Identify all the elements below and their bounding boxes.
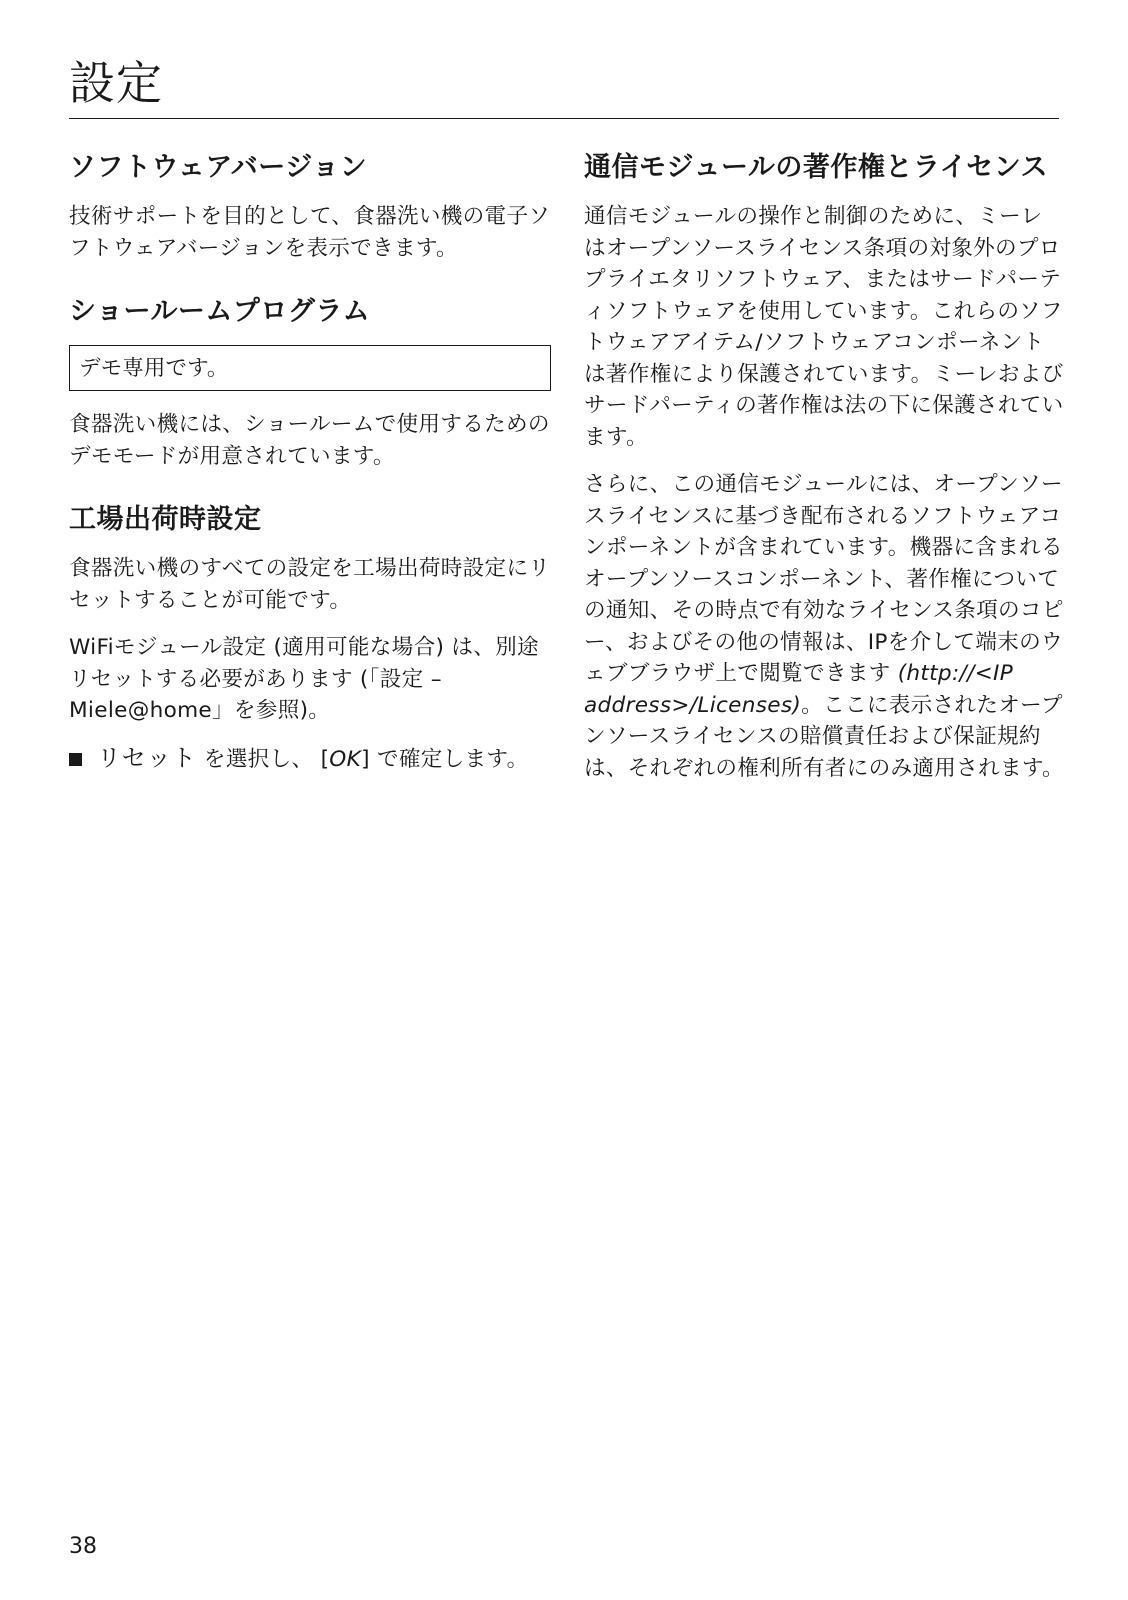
ok-key-label: OK	[329, 746, 362, 772]
page-number: 38	[69, 1534, 97, 1559]
license-body-2-part2: 。ここに表示されたオープンソースライセンスの賠償責任および保証規約は、それぞれの権利所有者にのみ適用されます。	[584, 692, 1064, 781]
wifi-reset-note: WiFiモジュール設定 (適用可能な場合) は、別途リセットする必要があります (「設定 – Miele@home」を参照)。	[69, 635, 539, 724]
factory-reset-body: 食器洗い機のすべての設定を工場出荷時設定にリセットすることが可能です。	[69, 556, 551, 613]
license-body-2	[584, 469, 1064, 784]
demo-only-note: デモ専用です。	[69, 345, 551, 391]
license-section	[584, 150, 1064, 784]
factory-reset-heading: 工場出荷時設定	[69, 504, 262, 536]
license-body-2-part1: さらに、この通信モジュールには、オープンソースライセンスに基づき配布されるソフトウェアコンポーネントが含まれています。機器に含まれるオープンソースコンポーネント、著作権についての通知、その時点で有効なライセンス条項のコピー、およびその他の情報は、IPを介して端末のウェブブラウザ上で閲覧できます	[584, 472, 1064, 687]
license-body-1: 通信モジュールの操作と制御のために、ミーレはオープンソースライセンス条項の対象外のプロプライエタリソフトウェア、またはサードパーティソフトウェアを使用しています。これらのソフトウェアアイテム/ソフトウェアコンポーネントは著作権により保護されています。ミーレおよびサードパーティの著作権は法の下に保護されています。	[584, 204, 1064, 450]
showroom-heading: ショールームプログラム	[69, 296, 371, 328]
license-heading: 通信モジュールの著作権とライセンス	[584, 152, 1048, 183]
title-divider	[69, 118, 1059, 119]
license-url: (http://<IP address>/Licenses)	[584, 661, 1014, 718]
showroom-section	[69, 294, 551, 472]
page-title: 設定	[69, 56, 163, 110]
software-version-section	[69, 150, 551, 264]
factory-reset-section	[69, 502, 551, 775]
showroom-body: 食器洗い機には、ショールームで使用するためのデモモードが用意されています。	[69, 412, 550, 469]
square-bullet-icon	[69, 753, 82, 766]
reset-step-instruction	[69, 743, 551, 776]
right-column	[584, 150, 1064, 800]
step-text-after-ok: ] で確定します。	[361, 746, 529, 772]
software-version-body: 技術サポートを目的として、食器洗い機の電子ソフトウェアバージョンを表示できます。	[69, 204, 551, 261]
left-column	[69, 150, 551, 775]
software-version-heading: ソフトウェアバージョン	[69, 152, 368, 183]
step-text-before-ok: を選択し、 [	[196, 746, 330, 772]
reset-menu-term: リセット	[97, 743, 197, 772]
